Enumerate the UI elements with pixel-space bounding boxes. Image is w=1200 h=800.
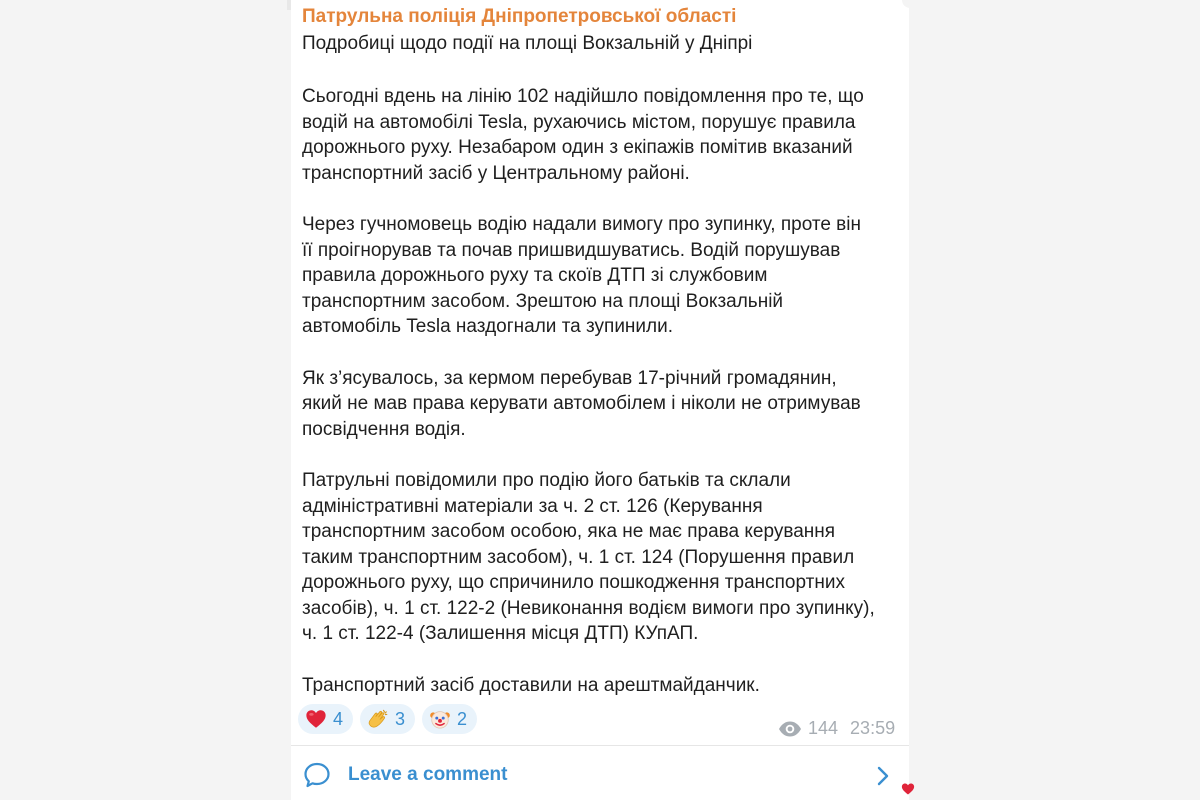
post-body bbox=[302, 84, 902, 724]
post-paragraph: Транспортний засіб доставили на арештмайданчик. bbox=[302, 674, 760, 696]
post-meta bbox=[778, 718, 895, 739]
post-paragraph: Сьогодні вдень на лінію 102 надійшло повідомлення про те, що водій на автомобілі Tesla, рухаючись містом, порушує правила дорожнього руху. Незабаром один з екіпажів помітив вказаний транспортний засіб у Центральному районі. bbox=[302, 86, 864, 184]
post-paragraph: Через гучномовець водію надали вимогу про зупинку, проте він її проігнорував та почав пришвидшуватись. Водій порушував правила дорожнього руху та скоїв ДТП зі службовим транспортним засобом. Зрештою на площі Вокзальній автомобіль Tesla наздогнали та зупинили. bbox=[302, 213, 861, 338]
channel-name[interactable]: Патрульна поліція Дніпропетровської області bbox=[302, 6, 737, 27]
post-time: 23:59 bbox=[850, 718, 896, 738]
reaction-clown[interactable] bbox=[422, 704, 477, 734]
clown-face-icon bbox=[429, 708, 451, 730]
reaction-count: 3 bbox=[395, 708, 406, 729]
leave-comment-button[interactable] bbox=[291, 746, 909, 800]
red-heart-icon bbox=[901, 782, 915, 796]
reaction-count: 2 bbox=[457, 708, 468, 729]
chevron-right-icon bbox=[876, 765, 890, 787]
reaction-clap[interactable] bbox=[360, 704, 415, 734]
views-count: 144 bbox=[808, 718, 839, 738]
eye-icon bbox=[778, 720, 802, 738]
post-paragraph: Як з’ясувалось, за кермом перебував 17-річний громадянин, який не мав права керувати автомобілем і ніколи не отримував посвідчення водія. bbox=[302, 367, 861, 440]
leave-comment-label: Leave a comment bbox=[348, 764, 508, 785]
reactions-bar bbox=[298, 704, 477, 734]
comment-bubble-icon bbox=[303, 761, 331, 789]
post-title: Подробиці щодо події на площі Вокзальній у Дніпрі bbox=[302, 33, 753, 54]
reaction-heart[interactable] bbox=[298, 704, 353, 734]
post-paragraph: Патрульні повідомили про подію його батьків та склали адміністративні матеріали за ч. 2 ст. 126 (Керування транспортним засобом особою, яка не має права керування таким транспортним засобом), ч. 1 ст. 124 (Порушення правил дорожнього руху, що спричинило пошкодження транспортних засобів), ч. 1 ст. 122-2 (Невиконання водієм вимоги про зупинку), ч. 1 ст. 122-4 (Залишення місця ДТП) КУпАП. bbox=[302, 469, 875, 645]
clapping-hands-icon bbox=[367, 708, 389, 730]
reaction-count: 4 bbox=[333, 708, 344, 729]
red-heart-icon bbox=[305, 708, 327, 730]
